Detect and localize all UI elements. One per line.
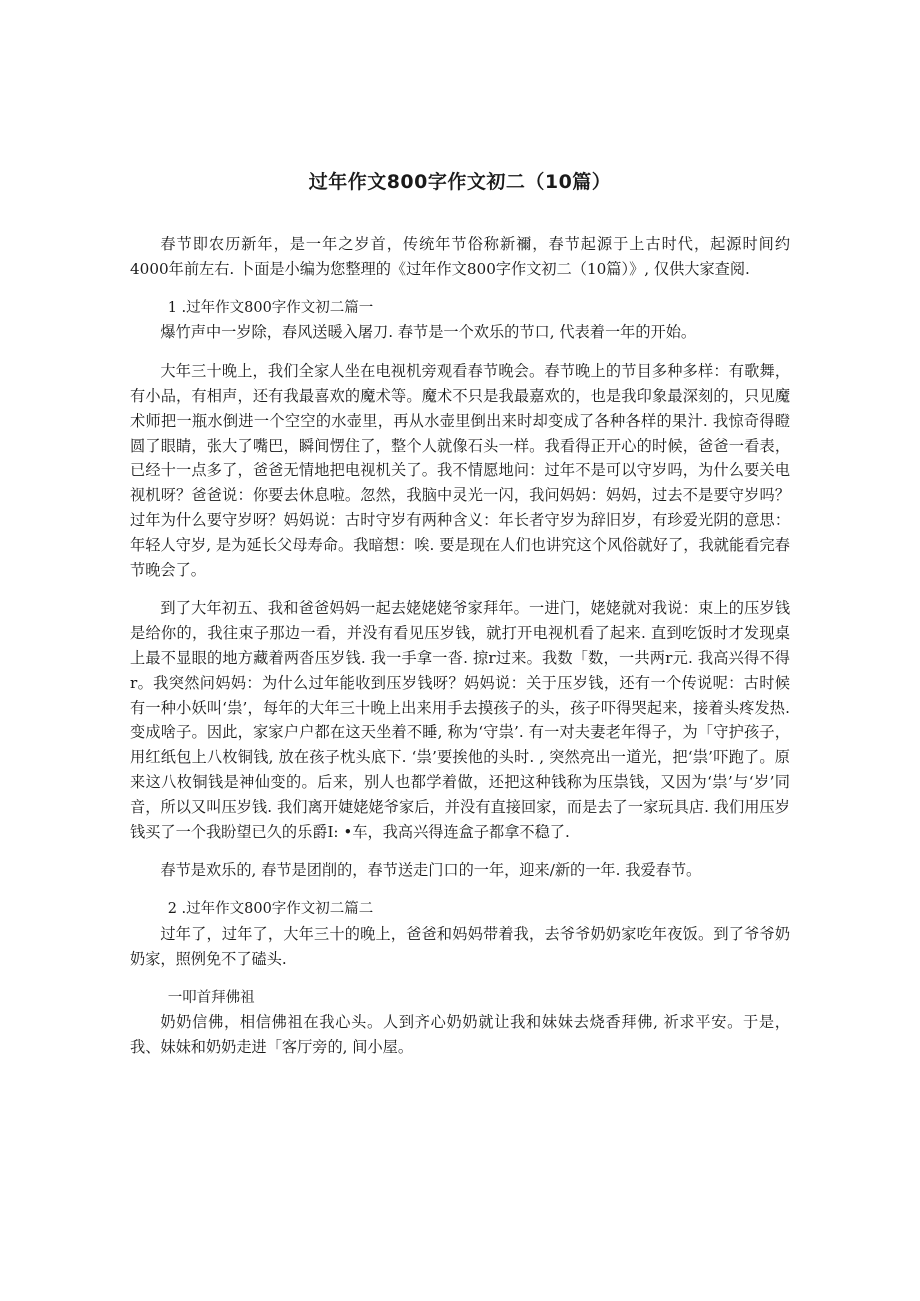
section-heading-2: 2 .过年作文800字作文初二篇二 — [167, 901, 374, 918]
paragraph: 奶奶信佛，相信佛祖在我心头。人到齐心奶奶就让我和妹妹去烧香拜佛, 祈求平安。于是，我、妹妹和奶奶走进「客厅旁的, 间小屋。 — [130, 1013, 790, 1057]
page-title: 过年作文800字作文初二（10篇） — [308, 171, 612, 193]
document-body — [130, 232, 790, 1074]
paragraph: 爆竹声中一岁除，春风送暖入屠刀. 春节是一个欢乐的节口, 代表着一年的开始。 — [160, 323, 697, 342]
paragraph: 春节是欢乐的, 春节是团削的，春节送走门口的一年，迎来/新的一年. 我爱春节。 — [160, 861, 702, 880]
section-heading-1: 1 .过年作文800字作文初二篇一 — [167, 299, 374, 316]
paragraph: 大年三十晚上，我们全家人坐在电视机旁观看春节晚会。春节晚上的节目多种多样：有歌舞，有小品，有相声，还有我最喜欢的魔术等。魔术不只是我最嘉欢的，也是我印象最深刻的，只见魔术师把一瓶水倒进一个空空的水壶里，再从水壶里倒出来时却变成了各种各样的果汁. 我惊奇得瞪圆了眼睛，张大了嘴巴，瞬间愣住了，整个人就像石头一样。我看得正开心的时候，爸爸一看表，已经十一点多了，爸爸无情地把电视机关了。我不情愿地问：过年不是可以守岁吗，为什么要关电视机呀？爸爸说：你要去休息啦。忽然，我脑中灵光一闪，我问妈妈：妈妈，过去不是要守岁吗？过年为什么要守岁呀？妈妈说：古时守岁有两种含义：年长者守岁为辞旧岁，有珍爱光阴的意思：年轻人守岁, 是为延长父母寿命。我暗想：唉. 要是现在人们也讲究这个风俗就好了，我就能看完春节晚会了。 — [130, 362, 790, 579]
sub-heading: 一叩首拜佛祖 — [167, 989, 255, 1006]
paragraph: 到了大年初五、我和爸爸妈妈一起去姥姥姥爷家拜年。一进门，姥姥就对我说：束上的压岁钱是给你的，我往束子那边一看，并没有看见压岁钱，就打开电视机看了起来. 直到吃饭时才发现桌上最不显眼的地方藏着两沓压岁钱. 我一手拿一沓. 掠r过来。我数「数，一共两r元. 我高兴得不得r。我突然问妈妈：为什么过年能收到压岁钱呀？妈妈说：关于压岁钱，还有一个传说呢：古时候有一种小妖叫‘祟’，每年的大年三十晚上出来用手去摸孩子的头，孩子吓得哭起来，接着头疼发热. 变成啥子。因此，家家户户都在这天坐着不睡, 称为‘守祟’. 有一对夫妻老年得子，为「守护孩子，用红纸包上八枚铜钱, 放在孩子枕头底下. ‘祟’要挨他的头时. , 突然亮出一道光，把‘祟’吓跑了。原来这八枚铜钱是神仙变的。后来，别人也都学着做，还把这种钱称为压祟钱，又因为‘祟’与‘岁’同音，所以又叫压岁钱. 我们离开婕姥姥爷家后，并没有直接回家，而是去了一家玩具店. 我们用压岁钱买了一个我盼望已久的乐爵I: •车，我高兴得连盒子都拿不稳了. — [130, 599, 790, 841]
paragraph: 过年了，过年了，大年三十的晚上，爸爸和妈妈带着我，去爷爷奶奶家吃年夜饭。到了爷爷奶奶家，照例免不了磕头. — [130, 924, 790, 968]
intro-paragraph: 春节即农历新年，是一年之岁首，传统年节俗称新禰，春节起源于上古时代，起源时间约4000年前左右. 卜面是小编为您整理的《过年作文800字作文初二（10篇）》, 仅供大家查阅. — [130, 235, 790, 278]
